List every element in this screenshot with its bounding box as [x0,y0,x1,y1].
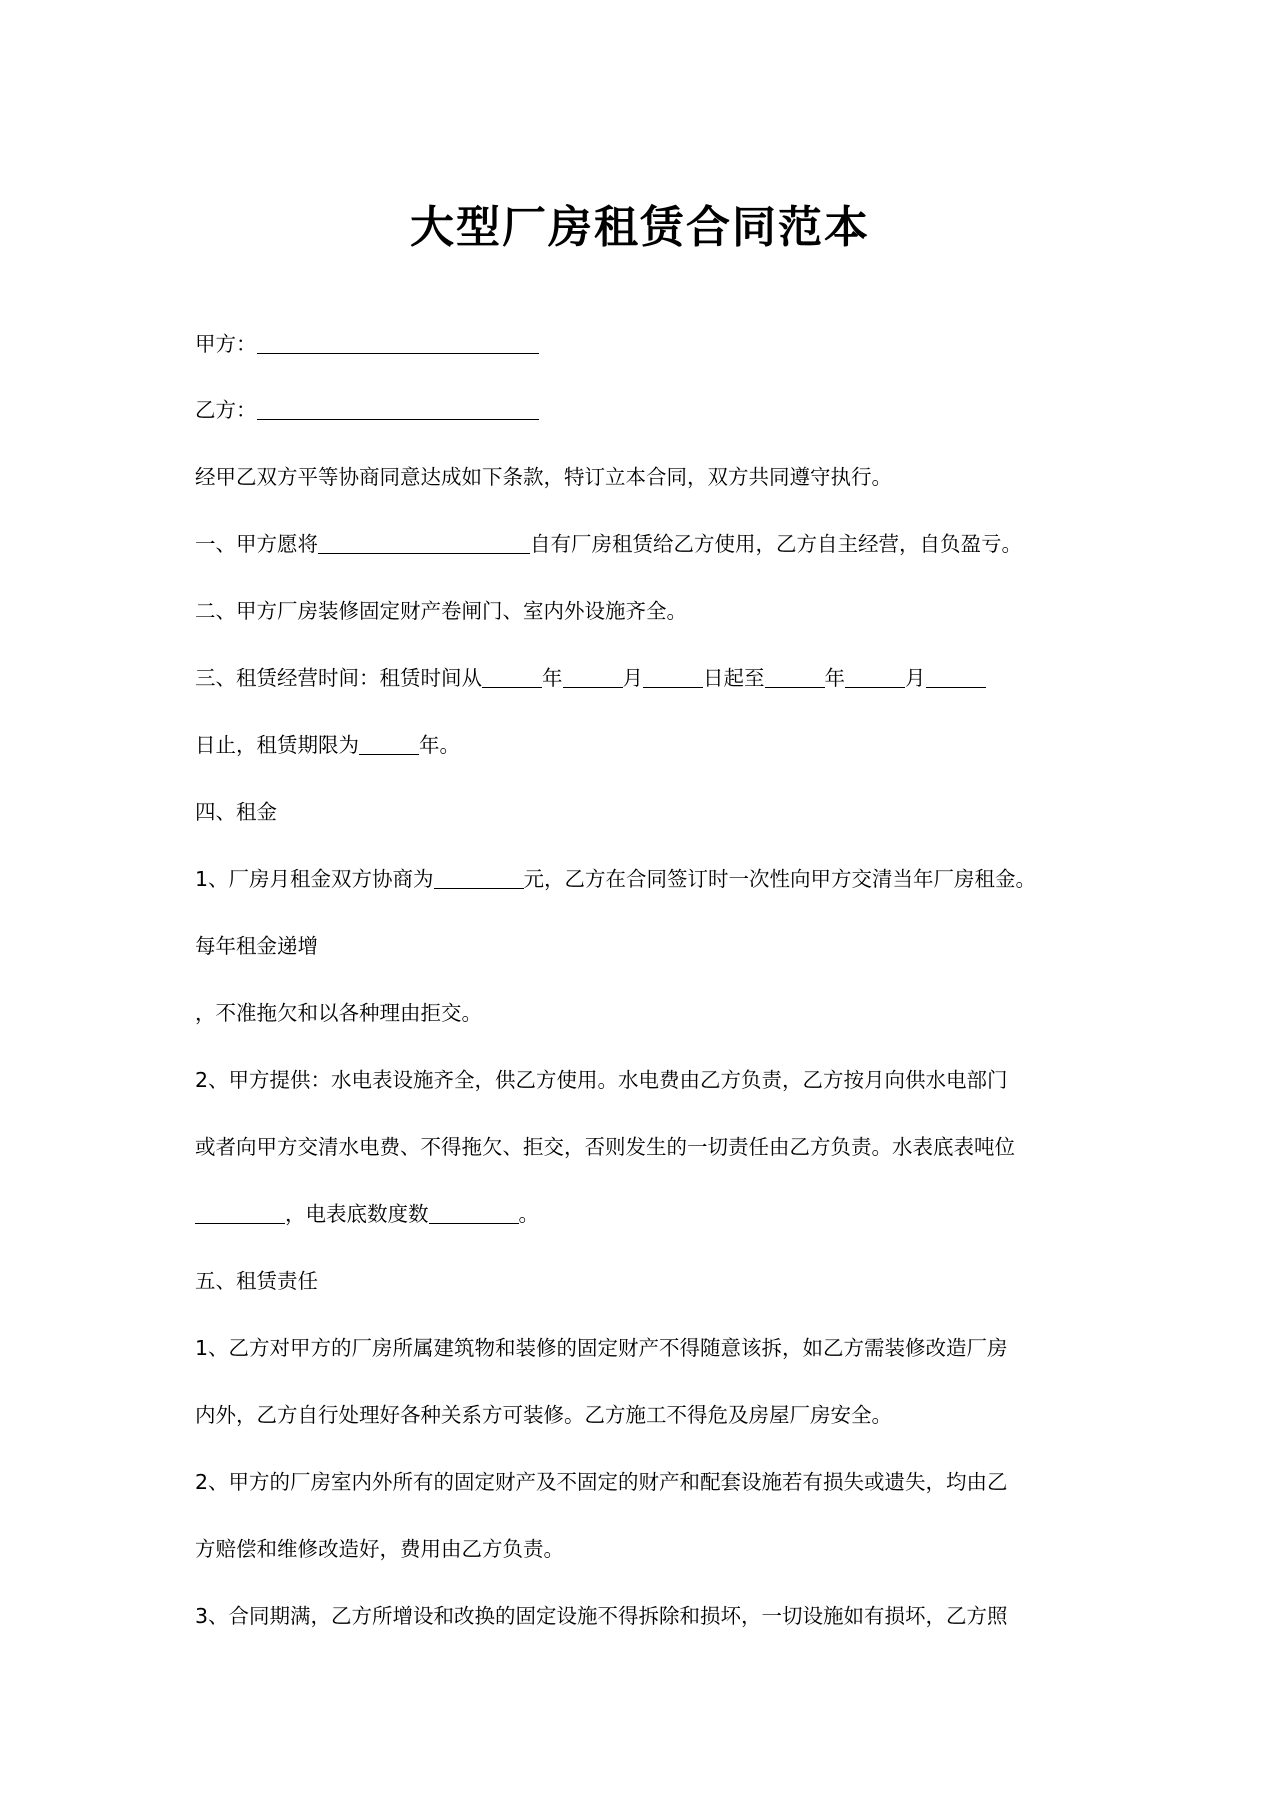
rent-2-line-3: ，电表底数度数 。 [195,1199,1095,1229]
start-day-blank[interactable] [643,667,703,688]
section-4-heading: 四、租金 [195,800,277,824]
resp-1-line-2: 内外，乙方自行处理好各种关系方可装修。乙方施工不得危及房屋厂房安全。 [195,1403,892,1427]
document-title: 大型厂房租赁合同范本 [410,202,870,253]
resp-2-line-2: 方赔偿和维修改造好，费用由乙方负责。 [195,1537,564,1561]
rent-1-line-1: 1、厂房月租金双方协商为 元，乙方在合同签订时一次性向甲方交清当年厂房租金。 [195,867,1037,891]
party-b-line [195,395,1095,425]
rent-2-line-1: 2、甲方提供：水电表设施齐全，供乙方使用。水电费由乙方负责，乙方按月向供水电部门 [195,1068,1008,1092]
party-a-line [195,329,1095,359]
section-5-heading: 五、租赁责任 [195,1269,318,1293]
rent-2-line-2: 或者向甲方交清水电费、不得拖欠、拒交，否则发生的一切责任由乙方负责。水表底表吨位 [195,1135,1015,1159]
end-year-blank[interactable] [765,667,825,688]
start-month-blank[interactable] [563,667,623,688]
resp-1-line-1: 1、乙方对甲方的厂房所属建筑物和装修的固定财产不得随意该拆，如乙方需装修改造厂房 [195,1336,1008,1360]
rent-1-line-3: ，不准拖欠和以各种理由拒交。 [195,1001,482,1025]
party-b-blank[interactable] [257,399,539,420]
resp-2-line-1: 2、甲方的厂房室内外所有的固定财产及不固定的财产和配套设施若有损失或遗失，均由乙 [195,1470,1008,1494]
rent-1-line-2: 每年租金递增 [195,934,318,958]
end-day-blank[interactable] [926,667,986,688]
end-month-blank[interactable] [845,667,905,688]
clause-3-line-1: 三、租赁经营时间：租赁时间从 年 月 日起至 年 月 [195,663,1095,693]
resp-3-line-1: 3、合同期满，乙方所增设和改换的固定设施不得拆除和损坏，一切设施如有损坏，乙方照 [195,1604,1008,1628]
intro-paragraph: 经甲乙双方平等协商同意达成如下条款，特订立本合同，双方共同遵守执行。 [195,465,892,489]
clause-1: 一、甲方愿将 自有厂房租赁给乙方使用，乙方自主经营，自负盈亏。 [195,532,1022,556]
factory-location-blank[interactable] [318,533,530,554]
clause-3-line-2: 日止，租赁期限为 年。 [195,733,460,757]
monthly-rent-blank[interactable] [434,868,524,889]
clause-2: 二、甲方厂房装修固定财产卷闸门、室内外设施齐全。 [195,599,687,623]
party-b-label: 乙方： [195,398,257,422]
start-year-blank[interactable] [482,667,542,688]
party-a-label: 甲方： [195,332,257,356]
lease-term-blank[interactable] [359,734,419,755]
party-a-blank[interactable] [257,333,539,354]
electric-meter-blank[interactable] [429,1203,519,1224]
water-meter-blank[interactable] [195,1203,285,1224]
